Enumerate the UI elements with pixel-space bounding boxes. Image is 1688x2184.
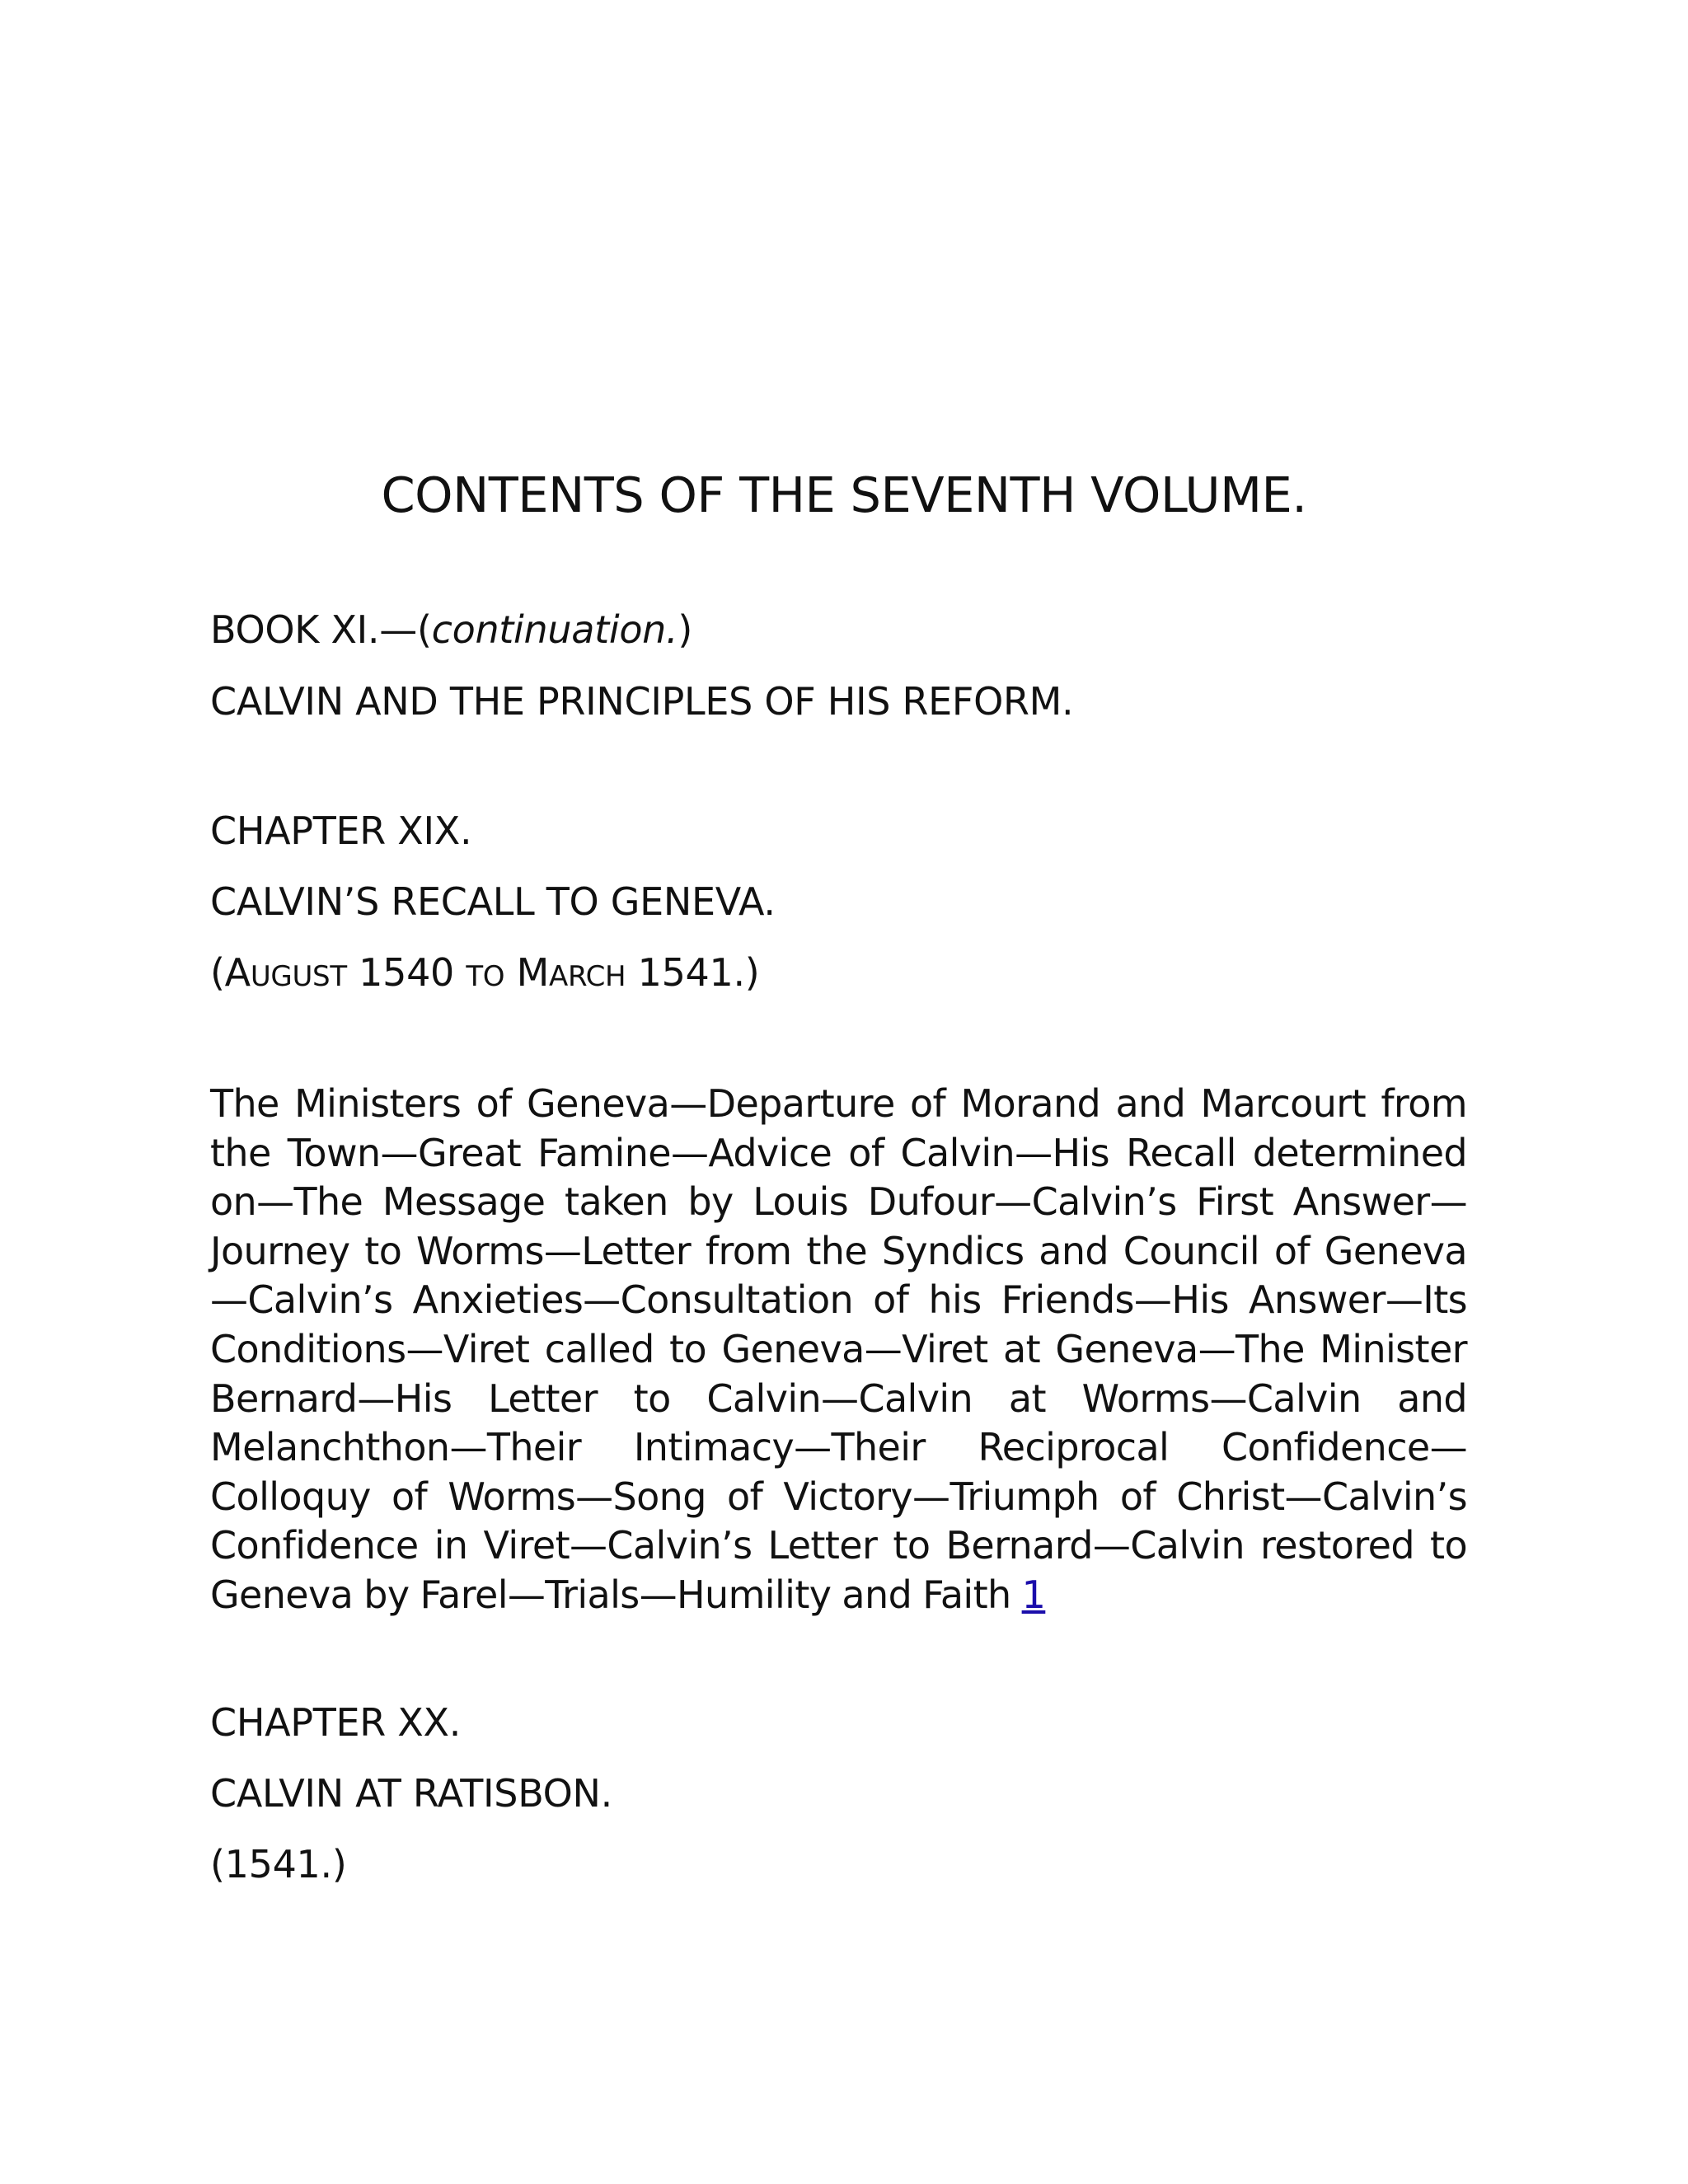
chapter-heading: CHAPTER XIX.	[210, 808, 472, 853]
chapter-heading: CHAPTER XX.	[210, 1700, 462, 1745]
chapter-dates	[210, 949, 759, 1000]
dates-month2-cap: M	[516, 950, 549, 995]
chapter-title: CALVIN’S RECALL TO GENEVA.	[210, 879, 776, 924]
chapter-dates: (1541.)	[210, 1842, 347, 1886]
page-number-link[interactable]: 1	[1021, 1572, 1046, 1617]
dates-year1: 1540	[346, 950, 467, 995]
book-subtitle: CALVIN AND THE PRINCIPLES OF HIS REFORM.	[210, 679, 1074, 724]
book-heading-italic: continuation.	[431, 607, 678, 652]
dates-to: TO	[466, 960, 505, 993]
page-title: CONTENTS OF THE SEVENTH VOLUME.	[381, 466, 1307, 523]
book-heading-suffix: )	[678, 607, 693, 652]
chapter-title: CALVIN AT RATISBON.	[210, 1771, 612, 1816]
dates-year2: 1541.)	[626, 950, 760, 995]
chapter-summary-text: The Ministers of Geneva—Departure of Morand and Marcourt from the Town—Great Famine—Advice of Calvin—His Recall determined on—The Message taken by Louis Dufour—Calvin’s First Answer—Journey to Worms—Letter from the Syndics and Council of Geneva—Calvin’s Anxieties—Consultation of his Friends—His Answer—Its Conditions—Viret called to Geneva—Viret at Geneva—The Minister Bernard—His Letter to Calvin—Calvin at Worms—Calvin and Melanchthon—Their Intimacy—Their Reciprocal Confidence—Colloquy of Worms—Song of Victory—Triumph of Christ—Calvin’s Confidence in Viret—Calvin’s Letter to Bernard—Calvin restored to Geneva by Farel—Trials—Humility and Faith	[210, 1081, 1467, 1617]
book-heading	[210, 607, 692, 653]
dates-month2-rest: ARCH	[548, 960, 626, 993]
chapter-summary	[210, 1080, 1467, 1620]
dates-month1-cap: A	[224, 950, 251, 995]
book-heading-prefix: BOOK XI.—(	[210, 607, 432, 652]
dates-open: (	[210, 950, 225, 995]
dates-month1-rest: UGUST	[250, 960, 347, 993]
